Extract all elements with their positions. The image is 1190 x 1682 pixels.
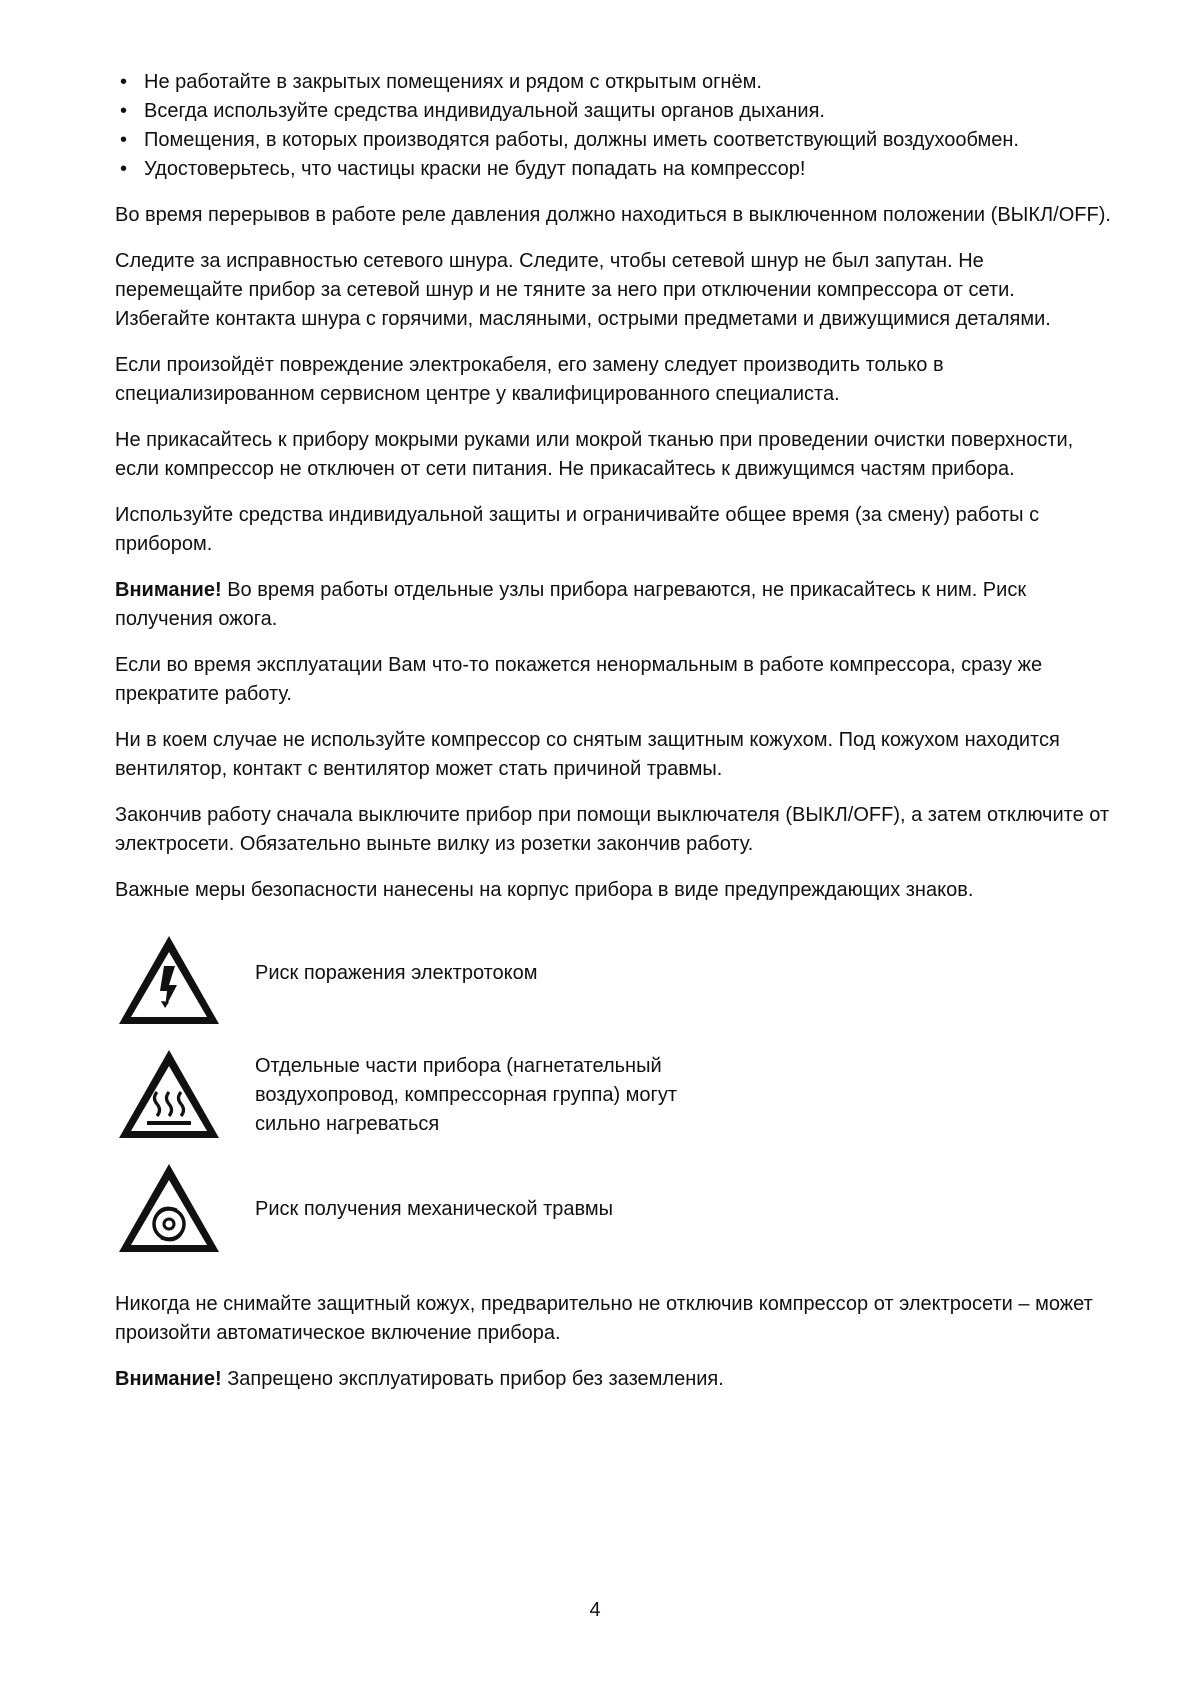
- paragraph-wet-hands: Не прикасайтесь к прибору мокрыми руками или мокрой тканью при проведении очистки поверхности, если компрессор не отключен от сети питания. Не прикасайтесь к движущимся частям прибора.: [115, 429, 1074, 480]
- attention-label: Внимание!: [115, 579, 222, 601]
- paragraph-attention-grounding: [115, 1365, 1115, 1394]
- paragraph-cable-damage: Если произойдёт повреждение электрокабеля, его замену следует производить только в специализированном сервисном центре у квалифицированного специалиста.: [115, 354, 944, 405]
- list-item-text: Помещения, в которых производятся работы, должны иметь соответствующий воздухообмен.: [144, 129, 1019, 151]
- paragraph-protective-cover: Ни в коем случае не используйте компрессор со снятым защитным кожухом. Под кожухом находится вентилятор, контакт с вентилятор может стать причиной травмы.: [115, 729, 1060, 780]
- electric-shock-warning-icon: [115, 932, 223, 1032]
- paragraph-power-cord: Следите за исправностью сетевого шнура. Следите, чтобы сетевой шнур не был запутан. Не перемещайте прибор за сетевой шнур и не тяните за него при отключении компрессора от сети. Избегайте контакта шнура с горячими, масляными, острыми предметами и движущимися деталями.: [115, 250, 1051, 330]
- warning-sign-row: [115, 932, 1115, 1032]
- rotating-parts-warning-icon: [115, 1160, 223, 1260]
- paragraph-warning-signs-intro: Важные меры безопасности нанесены на корпус прибора в виде предупреждающих знаков.: [115, 879, 974, 901]
- list-item: [115, 155, 1115, 184]
- warning-sign-row: [115, 1160, 1115, 1260]
- list-item-text: Всегда используйте средства индивидуальной защиты органов дыхания.: [144, 100, 825, 122]
- list-item-text: Удостоверьтесь, что частицы краски не будут попадать на компрессор!: [144, 158, 806, 180]
- sign-caption: Отдельные части прибора (нагнетательный воздухопровод, компрессорная группа) могут сильно нагреваться: [255, 1055, 678, 1135]
- safety-bullet-list: [115, 68, 1115, 184]
- paragraph-abnormal-operation: Если во время эксплуатации Вам что-то покажется ненормальным в работе компрессора, сразу же прекратите работу.: [115, 654, 1043, 705]
- bullet-mark: •: [120, 71, 128, 93]
- paragraph-pressure-relay: Во время перерывов в работе реле давления должно находиться в выключенном положении (ВЫКЛ/OFF).: [115, 204, 1111, 226]
- bullet-mark: •: [120, 129, 128, 151]
- paragraph-attention-heating: [115, 576, 1115, 634]
- list-item: [115, 68, 1115, 97]
- bullet-mark: •: [120, 100, 128, 122]
- warning-signs-list: [115, 932, 1115, 1260]
- page-number: 4: [589, 1599, 601, 1621]
- hot-surface-warning-icon: [115, 1046, 223, 1146]
- document-page: [115, 68, 1115, 1411]
- paragraph-finish-work: Закончив работу сначала выключите прибор при помощи выключателя (ВЫКЛ/OFF), а затем отключите от электросети. Обязательно выньте вилку из розетки закончив работу.: [115, 804, 1110, 855]
- attention-text: Запрещено эксплуатировать прибор без заземления.: [221, 1368, 724, 1390]
- list-item: [115, 97, 1115, 126]
- bullet-mark: •: [120, 158, 128, 180]
- attention-text: Во время работы отдельные узлы прибора нагреваются, не прикасайтесь к ним. Риск получения ожога.: [115, 579, 1027, 630]
- attention-label: Внимание!: [115, 1368, 222, 1390]
- sign-caption: Риск поражения электротоком: [255, 962, 538, 984]
- paragraph-never-remove-cover: Никогда не снимайте защитный кожух, предварительно не отключив компрессор от электросети – может произойти автоматическое включение прибора.: [115, 1293, 1093, 1344]
- warning-sign-row: [115, 1046, 1115, 1146]
- list-item-text: Не работайте в закрытых помещениях и рядом с открытым огнём.: [144, 71, 762, 93]
- list-item: [115, 126, 1115, 155]
- paragraph-protective-equipment: Используйте средства индивидуальной защиты и ограничивайте общее время (за смену) работы с прибором.: [115, 504, 1040, 555]
- sign-caption: Риск получения механической травмы: [255, 1198, 613, 1220]
